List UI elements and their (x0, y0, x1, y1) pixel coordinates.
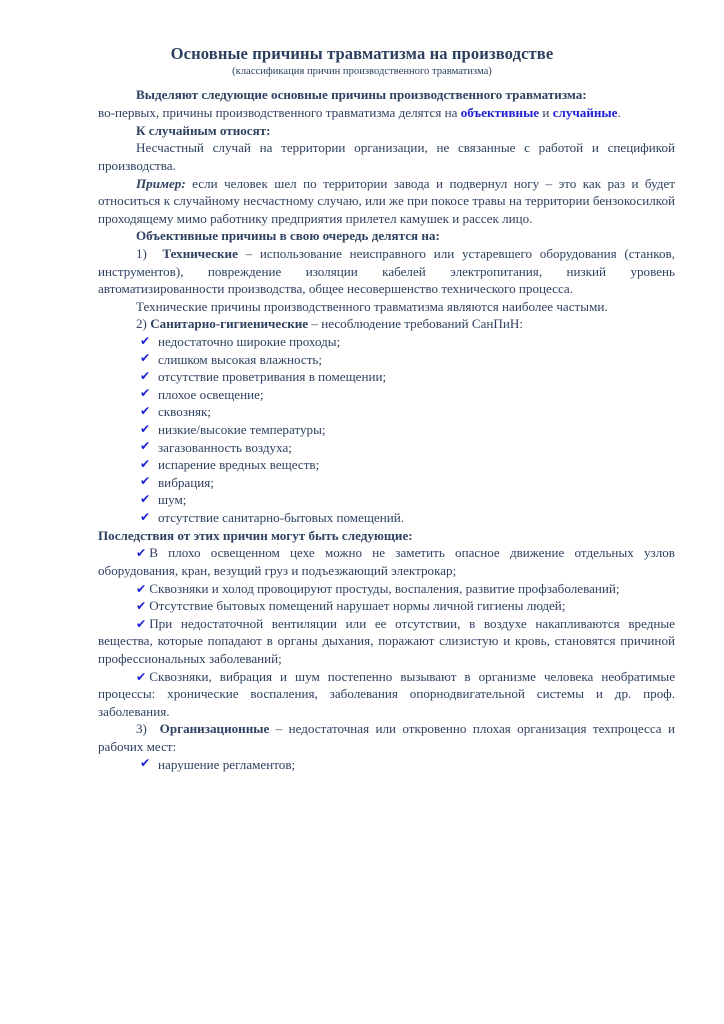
first-reason-prefix: во-первых, причины производственного травматизма делятся на (98, 105, 461, 121)
page-subtitle: (классификация причин производственного травматизма) (232, 66, 492, 78)
technical-body: – использование неисправного или устаревшего оборудования (станков, инструментов), повреждение изоляции кабелей электропитания, низкий уровень автоматизированности производства, общее несовершенство технического процесса. (98, 245, 676, 297)
check-icon: ✔ (140, 386, 151, 401)
consequence-text: Сквозняки и холод провоцируют простуды, воспаления, развитие профзаболеваний; (149, 580, 620, 596)
random-heading-text: К случайным относят: (136, 122, 271, 138)
list-item (98, 439, 675, 457)
first-reason-conjunction: и (539, 105, 553, 121)
list-item (98, 421, 675, 439)
list-item (98, 491, 675, 509)
random-body-paragraph: Несчастный случай на территории организации, не связанные с работой и спецификой производства. (98, 140, 675, 173)
list-item-label: отсутствие санитарно-бытовых помещений. (158, 510, 405, 526)
intro-lead-text: Выделяют следующие основные причины производственного травматизма: (136, 87, 587, 103)
check-icon: ✔ (136, 546, 147, 561)
organizational-term: Организационные (159, 721, 270, 737)
technical-term: Технические (162, 245, 238, 261)
consequence-paragraph (98, 544, 675, 579)
consequence-paragraph (98, 615, 675, 668)
list-item (98, 333, 675, 351)
term-objective: объективные (460, 105, 540, 121)
check-icon: ✔ (136, 581, 147, 596)
list-item (98, 756, 675, 774)
list-item-label: шум; (158, 492, 187, 508)
organizational-list (98, 756, 675, 774)
list-item-label: загазованность воздуха; (158, 439, 292, 455)
consequences-heading-paragraph (98, 527, 675, 545)
technical-paragraph (98, 245, 675, 298)
list-item-label: слишком высокая влажность; (158, 351, 323, 367)
technical-note-paragraph: Технические причины производственного травматизма являются наиболее частыми. (136, 298, 608, 314)
list-item-label: недостаточно широкие проходы; (158, 334, 341, 349)
check-icon: ✔ (140, 509, 151, 524)
check-icon: ✔ (140, 439, 151, 454)
list-item (98, 474, 675, 492)
consequence-paragraph (98, 580, 675, 598)
example-label: Пример: (136, 175, 186, 191)
check-icon: ✔ (140, 403, 151, 418)
first-reason-paragraph (98, 104, 675, 122)
organizational-paragraph (98, 720, 675, 755)
example-body: если человек шел по территории завода и подвернул ногу – это как раз и будет относиться к случайному несчастному случаю, или же при покосе травы на территории бензокосилкой проходящему мимо работнику предприятия прилетел камушек и рассек лицо. (98, 175, 675, 226)
example-paragraph (98, 175, 675, 228)
consequence-paragraph (98, 597, 675, 615)
check-icon: ✔ (140, 491, 151, 506)
first-reason-suffix: . (617, 105, 621, 121)
sanitary-number: 2) (136, 316, 147, 332)
objective-heading-paragraph (98, 227, 675, 245)
check-icon: ✔ (136, 616, 147, 631)
check-icon: ✔ (140, 333, 151, 348)
consequence-paragraph (98, 668, 675, 721)
sanitary-requirements-list (98, 333, 675, 527)
check-icon: ✔ (140, 351, 151, 366)
page-title: Основные причины травматизма на производстве (170, 44, 554, 63)
list-item-label: плохое освещение; (158, 386, 264, 402)
random-heading-paragraph (98, 122, 675, 140)
list-item-label: низкие/высокие температуры; (158, 422, 326, 438)
sanitary-term: Санитарно-гигиенические (150, 316, 309, 332)
sanitary-body: – несоблюдение требований СанПиН: (308, 316, 523, 332)
check-icon: ✔ (140, 368, 151, 383)
list-item (98, 403, 675, 421)
consequence-text: При недостаточной вентиляции или ее отсутствии, в воздухе накапливаются вредные вещества, которые попадают в органы дыхания, поражают слизистую и кровь, становятся причиной профессиональных заболеваний; (98, 615, 675, 666)
list-item-label: нарушение регламентов; (158, 756, 296, 772)
list-item (98, 368, 675, 386)
list-item-label: отсутствие проветривания в помещении; (158, 369, 387, 385)
consequences-heading-text: Последствия от этих причин могут быть следующие: (98, 527, 413, 543)
list-item (98, 456, 675, 474)
check-icon: ✔ (136, 669, 147, 684)
list-item-label: сквозняк; (158, 404, 212, 420)
technical-number: 1) (136, 245, 147, 261)
list-item-label: вибрация; (158, 474, 214, 490)
check-icon: ✔ (140, 474, 151, 489)
list-item-label: испарение вредных веществ; (158, 457, 320, 473)
list-item (98, 351, 675, 369)
check-icon: ✔ (140, 456, 151, 471)
term-random: случайные (552, 105, 618, 121)
check-icon: ✔ (136, 599, 147, 614)
list-item (98, 386, 675, 404)
check-icon: ✔ (140, 421, 151, 436)
check-icon: ✔ (140, 756, 151, 771)
sanitary-paragraph (98, 315, 675, 333)
consequence-text: Отсутствие бытовых помещений нарушает нормы личной гигиены людей; (149, 598, 566, 614)
organizational-number: 3) (136, 721, 147, 737)
intro-lead-paragraph (98, 86, 675, 104)
objective-heading-text: Объективные причины в свою очередь делятся на: (136, 228, 440, 244)
consequence-text: Сквозняки, вибрация и шум постепенно вызывают в организме человека необратимые процессы: хронические воспаления, заболевания опорнодвигательной системы и др. проф. заболевания. (98, 668, 675, 719)
document-body (49, 86, 675, 773)
consequence-text: В плохо освещенном цехе можно не заметить опасное движение отдельных узлов оборудования, кран, везущий груз и подъезжающий электрокар; (98, 545, 675, 578)
list-item (98, 509, 675, 527)
organizational-body: – недостаточная или откровенно плохая организация техпроцесса и рабочих мест: (98, 721, 675, 755)
